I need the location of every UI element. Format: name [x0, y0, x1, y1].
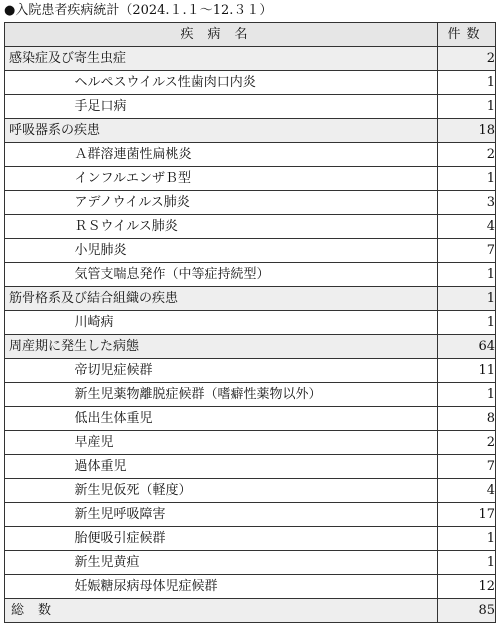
case-count: 4: [438, 479, 496, 503]
indent-cell: [5, 71, 23, 95]
disease-statistics-table: [4, 22, 496, 623]
table-row: [5, 143, 496, 167]
disease-name: 新生児黄疸: [23, 551, 438, 575]
indent-cell: [5, 311, 23, 335]
column-header-count: 件数: [438, 23, 496, 47]
case-count: 3: [438, 191, 496, 215]
indent-cell: [5, 407, 23, 431]
table-header-row: [5, 23, 496, 47]
indent-cell: [5, 359, 23, 383]
table-row: [5, 407, 496, 431]
case-count: 8: [438, 407, 496, 431]
table-row: [5, 479, 496, 503]
disease-name: 妊娠糖尿病母体児症候群: [23, 575, 438, 599]
total-count: 85: [438, 599, 496, 623]
indent-cell: [5, 167, 23, 191]
category-row: [5, 335, 496, 359]
indent-cell: [5, 143, 23, 167]
indent-cell: [5, 431, 23, 455]
indent-cell: [5, 455, 23, 479]
disease-name: 川崎病: [23, 311, 438, 335]
table-row: [5, 359, 496, 383]
table-row: [5, 455, 496, 479]
indent-cell: [5, 191, 23, 215]
case-count: 1: [438, 287, 496, 311]
total-label: 総数: [5, 599, 438, 623]
indent-cell: [5, 383, 23, 407]
table-row: [5, 311, 496, 335]
table-row: [5, 239, 496, 263]
indent-cell: [5, 527, 23, 551]
disease-name: 過体重児: [23, 455, 438, 479]
table-row: [5, 383, 496, 407]
table-row: [5, 215, 496, 239]
total-row: [5, 599, 496, 623]
case-count: 7: [438, 455, 496, 479]
table-row: [5, 95, 496, 119]
disease-name: インフルエンザＢ型: [23, 167, 438, 191]
disease-name: 帝切児症候群: [23, 359, 438, 383]
table-row: [5, 191, 496, 215]
case-count: 11: [438, 359, 496, 383]
case-count: 4: [438, 215, 496, 239]
table-row: [5, 71, 496, 95]
category-name: 周産期に発生した病態: [5, 335, 438, 359]
table-row: [5, 527, 496, 551]
disease-name: 胎便吸引症候群: [23, 527, 438, 551]
disease-name: 低出生体重児: [23, 407, 438, 431]
case-count: 64: [438, 335, 496, 359]
case-count: 2: [438, 143, 496, 167]
case-count: 1: [438, 311, 496, 335]
table-row: [5, 503, 496, 527]
table-row: [5, 167, 496, 191]
disease-name: 早産児: [23, 431, 438, 455]
indent-cell: [5, 215, 23, 239]
disease-name: 手足口病: [23, 95, 438, 119]
disease-name: ヘルペスウイルス性歯肉口内炎: [23, 71, 438, 95]
disease-name: 気管支喘息発作（中等症持続型）: [23, 263, 438, 287]
table-row: [5, 263, 496, 287]
disease-name: 小児肺炎: [23, 239, 438, 263]
case-count: 2: [438, 431, 496, 455]
table-row: [5, 551, 496, 575]
column-header-disease-name: 疾病名: [5, 23, 438, 47]
case-count: 1: [438, 263, 496, 287]
case-count: 1: [438, 71, 496, 95]
category-name: 筋骨格系及び結合組織の疾患: [5, 287, 438, 311]
indent-cell: [5, 575, 23, 599]
case-count: 1: [438, 551, 496, 575]
case-count: 7: [438, 239, 496, 263]
case-count: 1: [438, 527, 496, 551]
indent-cell: [5, 239, 23, 263]
category-name: 呼吸器系の疾患: [5, 119, 438, 143]
case-count: 17: [438, 503, 496, 527]
category-row: [5, 119, 496, 143]
table-body: [5, 47, 496, 599]
indent-cell: [5, 503, 23, 527]
case-count: 1: [438, 167, 496, 191]
case-count: 2: [438, 47, 496, 71]
indent-cell: [5, 479, 23, 503]
disease-name: Ａ群溶連菌性扁桃炎: [23, 143, 438, 167]
table-row: [5, 575, 496, 599]
table-row: [5, 431, 496, 455]
case-count: 1: [438, 383, 496, 407]
disease-name: アデノウイルス肺炎: [23, 191, 438, 215]
disease-name: 新生児薬物離脱症候群（嗜癖性薬物以外）: [23, 383, 438, 407]
page-title: ●入院患者疾病統計（2024.１.１〜12.３１）: [4, 3, 273, 18]
category-name: 感染症及び寄生虫症: [5, 47, 438, 71]
disease-name: 新生児仮死（軽度）: [23, 479, 438, 503]
indent-cell: [5, 263, 23, 287]
category-row: [5, 47, 496, 71]
indent-cell: [5, 95, 23, 119]
case-count: 1: [438, 95, 496, 119]
indent-cell: [5, 551, 23, 575]
disease-name: 新生児呼吸障害: [23, 503, 438, 527]
case-count: 18: [438, 119, 496, 143]
case-count: 12: [438, 575, 496, 599]
category-row: [5, 287, 496, 311]
disease-name: ＲＳウイルス肺炎: [23, 215, 438, 239]
